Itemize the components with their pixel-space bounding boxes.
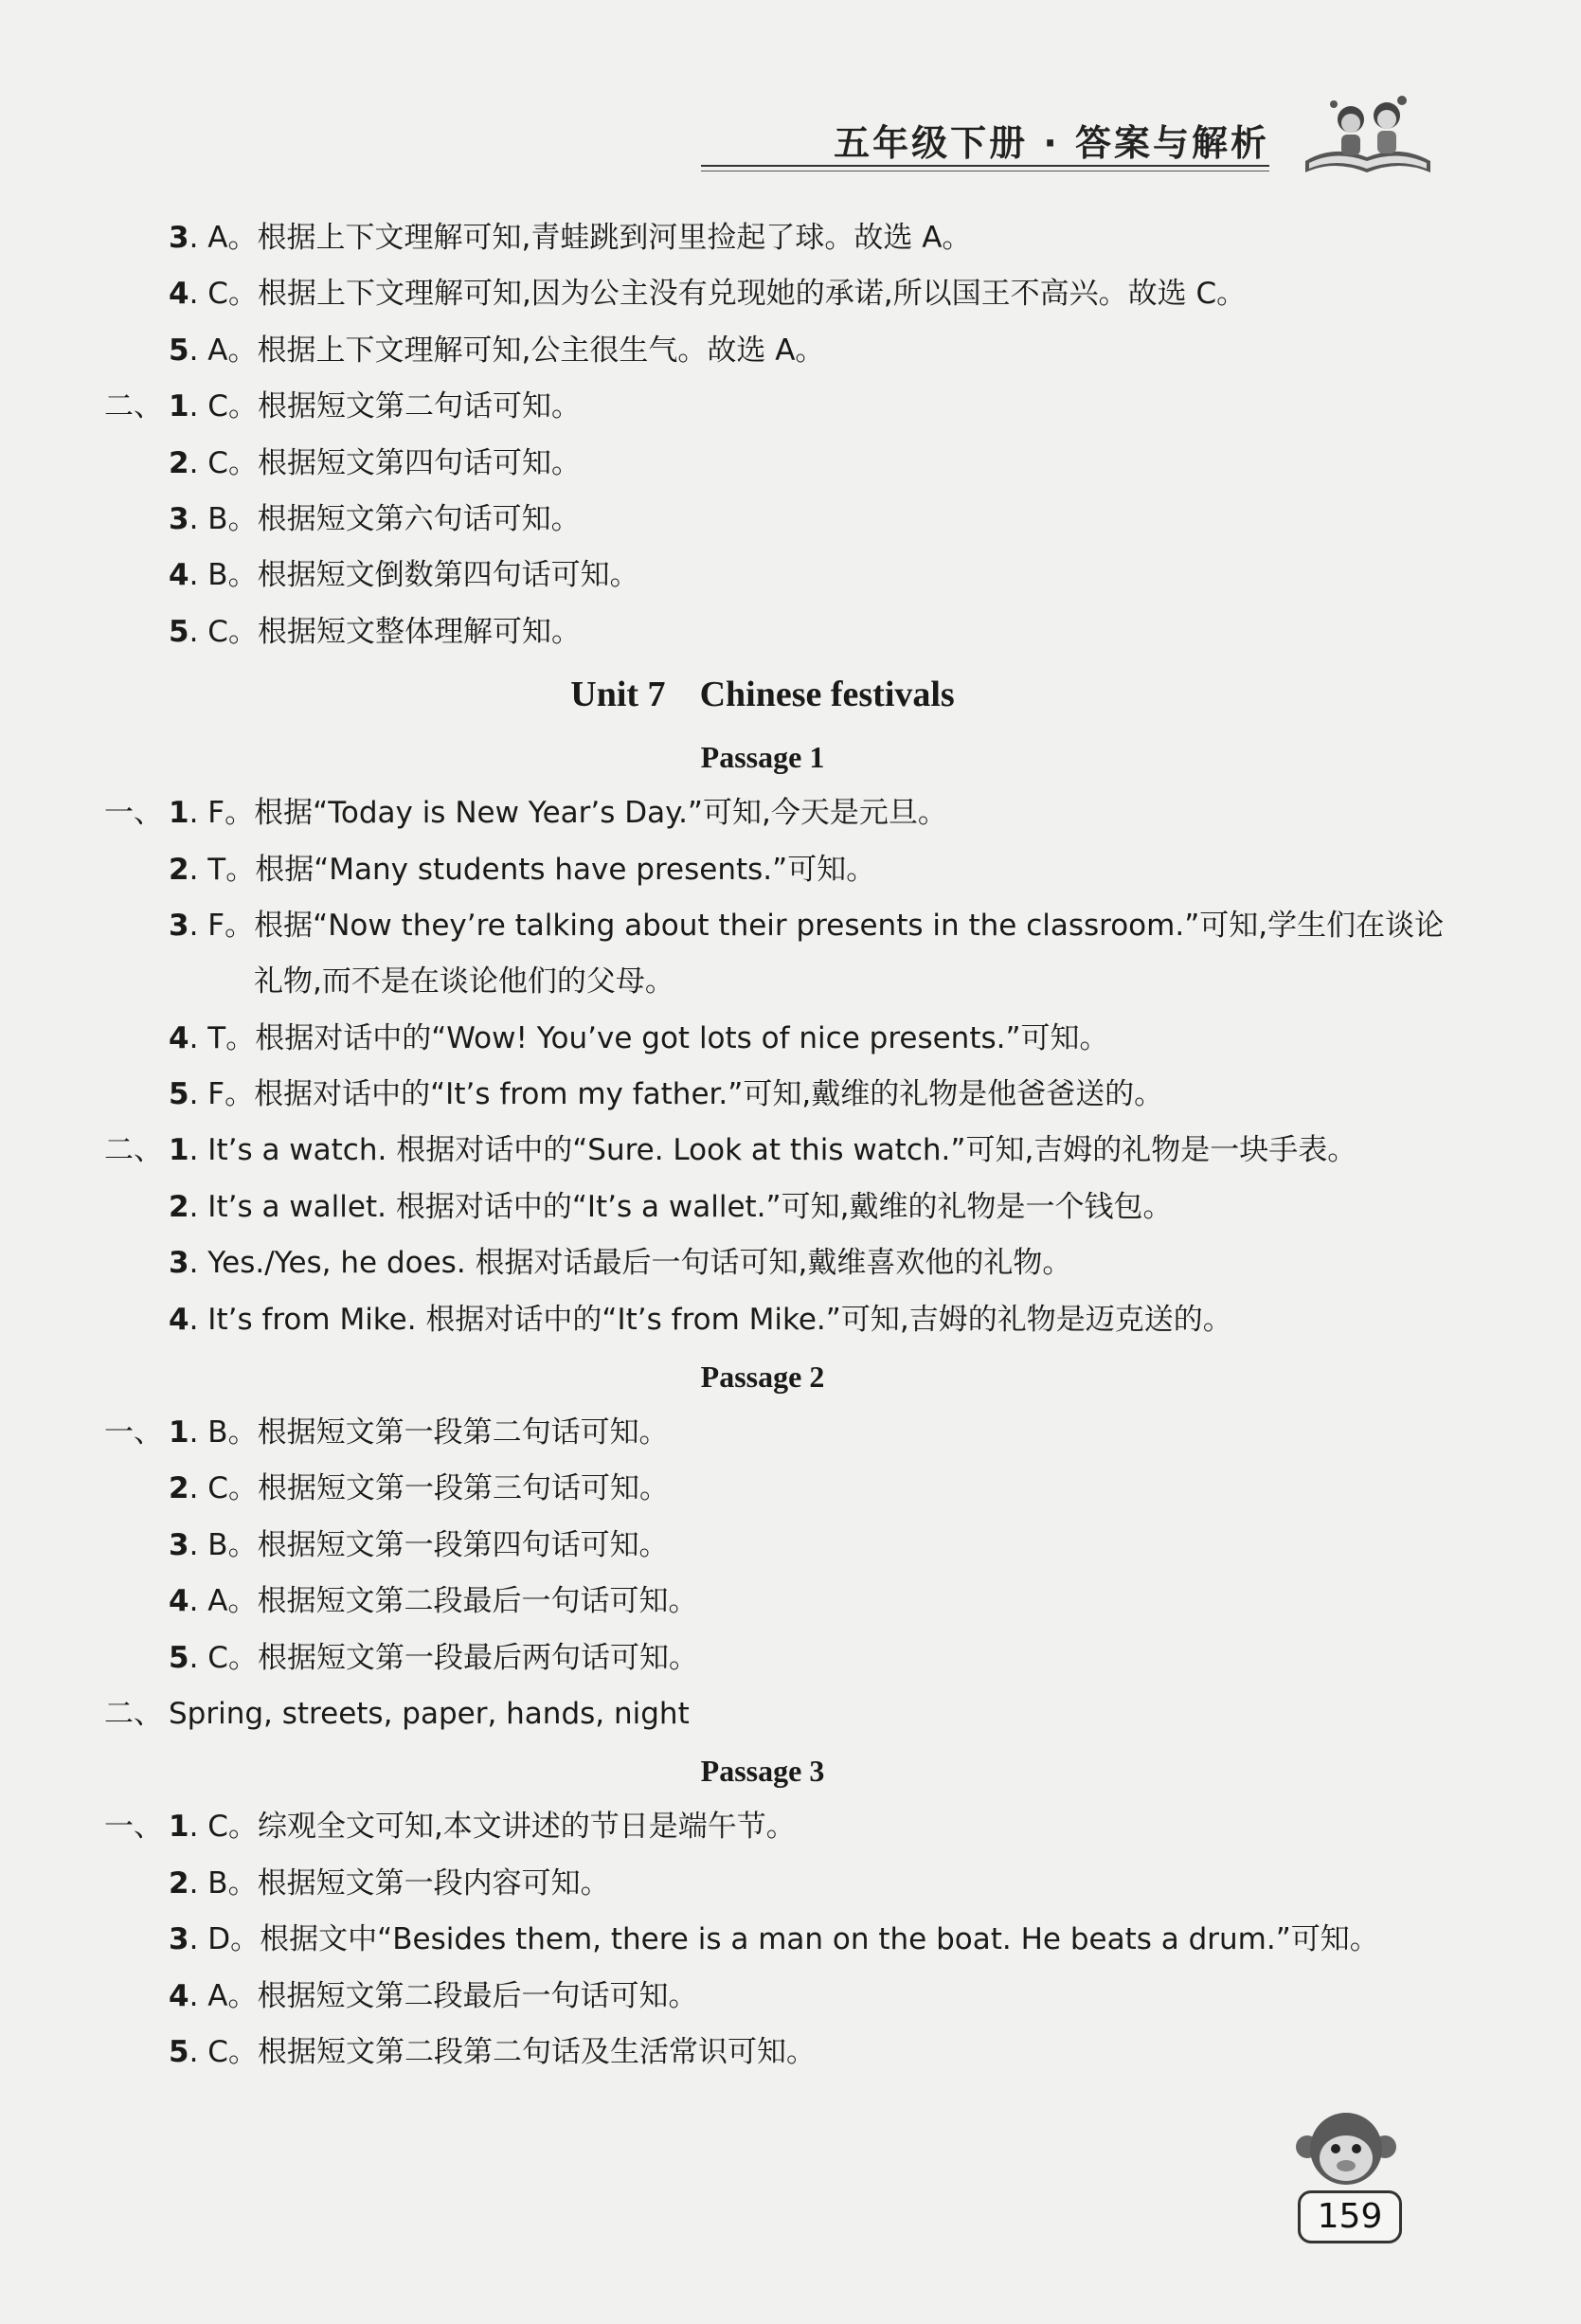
answer-line: 3. A。根据上下文理解可知,青蛙跳到河里捡起了球。故选 A。 xyxy=(169,221,972,255)
answer-text: It’s a watch. 根据对话中的“Sure. Look at this watch.”可知,吉姆的礼物是一块手表。 xyxy=(207,1133,1357,1168)
answer-text: 礼物,而不是在谈论他们的父母。 xyxy=(254,964,674,1000)
answer-text: A。根据上下文理解可知,青蛙跳到河里捡起了球。故选 A。 xyxy=(207,221,972,255)
answer-text: B。根据短文第一段第四句话可知。 xyxy=(207,1527,669,1562)
item-number: 5 xyxy=(169,333,189,368)
answer-line: 4. A。根据短文第二段最后一句话可知。 xyxy=(169,1978,698,2013)
answer-text: C。根据短文第一段最后两句话可知。 xyxy=(207,1640,698,1675)
answer-text: C。根据短文整体理解可知。 xyxy=(207,614,581,649)
answer-text: F。根据对话中的“It’s from my father.”可知,戴维的礼物是他爸爸送的。 xyxy=(207,1077,1164,1112)
item-number: 3 xyxy=(169,1922,189,1957)
section-marker: 一、 xyxy=(104,796,163,831)
answer-text: C。根据短文第二段第二句话及生活常识可知。 xyxy=(207,2034,816,2069)
item-number: 2 xyxy=(169,1471,189,1506)
item-number: 3 xyxy=(169,1527,189,1562)
answer-line: 3. B。根据短文第六句话可知。 xyxy=(169,501,581,536)
answer-text: Yes./Yes, he does. 根据对话最后一句话可知,戴维喜欢他的礼物。 xyxy=(207,1246,1072,1281)
passage-title: Passage 1 xyxy=(700,740,825,775)
section-marker: 二、 xyxy=(104,389,163,424)
answer-text: A。根据短文第二段最后一句话可知。 xyxy=(207,1978,698,2013)
item-number: 4 xyxy=(169,1020,189,1055)
answer-text: B。根据短文倒数第四句话可知。 xyxy=(207,558,639,593)
answer-line: 二、 1. It’s a watch. 根据对话中的“Sure. Look at this watch.”可知,吉姆的礼物是一块手表。 xyxy=(104,1123,1449,1179)
item-number: 1 xyxy=(169,1810,189,1845)
answer-text: It’s from Mike. 根据对话中的“It’s from Mike.”可知,吉姆的礼物是迈克送的。 xyxy=(207,1302,1232,1337)
answer-text: A。根据上下文理解可知,公主很生气。故选 A。 xyxy=(207,333,825,368)
header-title: 五年级下册 · 答案与解析 xyxy=(834,122,1269,164)
item-number: 4 xyxy=(169,1302,189,1337)
answer-line: 一、 1. F。根据“Today is New Year’s Day.”可知,今天是元旦。 xyxy=(104,785,1449,841)
answer-text: B。根据短文第一段内容可知。 xyxy=(207,1865,610,1901)
item-number: 1 xyxy=(169,389,189,424)
section-marker: 二、 xyxy=(104,1696,163,1731)
answer-line: 二、 1. C。根据短文第二句话可知。 xyxy=(104,379,1449,435)
item-number: 5 xyxy=(169,614,189,649)
answer-line: 5. C。根据短文第一段最后两句话可知。 xyxy=(169,1640,698,1675)
item-number: 4 xyxy=(169,277,189,312)
answer-text: A。根据短文第二段最后一句话可知。 xyxy=(207,1584,698,1619)
item-number: 5 xyxy=(169,2034,189,2069)
answer-line: 2. It’s a wallet. 根据对话中的“It’s a wallet.”可知,戴维的礼物是一个钱包。 xyxy=(169,1189,1173,1224)
header-rule xyxy=(701,165,1269,167)
passage-title: Passage 3 xyxy=(700,1754,825,1789)
item-number: 2 xyxy=(169,852,189,887)
page-number: 159 xyxy=(1298,2190,1402,2243)
answer-line: 3. D。根据文中“Besides them, there is a man on the boat. He beats a drum.”可知。 xyxy=(169,1922,1379,1957)
item-number: 3 xyxy=(169,221,189,255)
answer-text: T。根据对话中的“Wow! You’ve got lots of nice presents.”可知。 xyxy=(207,1020,1109,1055)
item-number: 4 xyxy=(169,558,189,593)
answer-text: B。根据短文第六句话可知。 xyxy=(207,501,581,536)
answer-line: 2. C。根据短文第四句话可知。 xyxy=(169,445,581,480)
item-number: 5 xyxy=(169,1077,189,1112)
item-number: 1 xyxy=(169,1415,189,1450)
answer-line: 5. C。根据短文整体理解可知。 xyxy=(169,614,581,649)
answer-text: T。根据“Many students have presents.”可知。 xyxy=(207,852,876,887)
item-number: 1 xyxy=(169,1133,189,1168)
unit-name: Chinese festivals xyxy=(699,675,955,715)
answer-line: 3. B。根据短文第一段第四句话可知。 xyxy=(169,1527,669,1562)
answer-text: C。根据短文第二句话可知。 xyxy=(207,389,581,424)
answer-text: C。根据短文第一段第三句话可知。 xyxy=(207,1471,669,1506)
answer-line: 4. B。根据短文倒数第四句话可知。 xyxy=(169,558,639,593)
unit-title xyxy=(104,660,1449,729)
answer-content xyxy=(104,210,1449,2081)
section-marker: 二、 xyxy=(104,1133,163,1168)
answer-line xyxy=(104,1686,1449,1742)
item-number: 4 xyxy=(169,1584,189,1619)
answer-line: 5. F。根据对话中的“It’s from my father.”可知,戴维的礼物是他爸爸送的。 xyxy=(169,1077,1164,1112)
answer-text: B。根据短文第一段第二句话可知。 xyxy=(207,1415,669,1450)
reading-kids-icon xyxy=(1296,87,1438,182)
answer-line: 4. It’s from Mike. 根据对话中的“It’s from Mike.”可知,吉姆的礼物是迈克送的。 xyxy=(169,1302,1232,1337)
page-header xyxy=(701,114,1269,171)
answer-line: 5. A。根据上下文理解可知,公主很生气。故选 A。 xyxy=(169,333,825,368)
item-number: 2 xyxy=(169,1189,189,1224)
answer-line: 4. C。根据上下文理解可知,因为公主没有兑现她的承诺,所以国王不高兴。故选 C。 xyxy=(169,277,1247,312)
monkey-mascot-icon xyxy=(1294,2105,1398,2200)
answer-text: C。根据上下文理解可知,因为公主没有兑现她的承诺,所以国王不高兴。故选 C。 xyxy=(207,277,1247,312)
answer-text: D。根据文中“Besides them, there is a man on the boat. He beats a drum.”可知。 xyxy=(207,1922,1379,1957)
answer-line: 一、 1. B。根据短文第一段第二句话可知。 xyxy=(104,1405,1449,1461)
section-marker: 一、 xyxy=(104,1415,163,1450)
unit-number: Unit 7 xyxy=(570,675,666,715)
answer-text: F。根据“Now they’re talking about their presents in the classroom.”可知,学生们在谈论 xyxy=(207,908,1445,943)
answer-text: It’s a wallet. 根据对话中的“It’s a wallet.”可知,戴维的礼物是一个钱包。 xyxy=(207,1189,1173,1224)
answer-text: C。综观全文可知,本文讲述的节日是端午节。 xyxy=(207,1810,796,1845)
item-number: 3 xyxy=(169,1246,189,1281)
item-number: 5 xyxy=(169,1640,189,1675)
answer-text: Spring, streets, paper, hands, night xyxy=(169,1696,690,1731)
answer-line: 5. C。根据短文第二段第二句话及生活常识可知。 xyxy=(169,2034,816,2069)
answer-line: 4. A。根据短文第二段最后一句话可知。 xyxy=(169,1584,698,1619)
answer-text: C。根据短文第四句话可知。 xyxy=(207,445,581,480)
item-number: 3 xyxy=(169,501,189,536)
answer-line: 一、 1. C。综观全文可知,本文讲述的节日是端午节。 xyxy=(104,1799,1449,1855)
section-marker: 一、 xyxy=(104,1810,163,1845)
passage-title: Passage 2 xyxy=(700,1360,825,1395)
answer-line-continued xyxy=(104,954,1449,1010)
answer-line: 4. T。根据对话中的“Wow! You’ve got lots of nice presents.”可知。 xyxy=(169,1020,1109,1055)
item-number: 4 xyxy=(169,1978,189,2013)
answer-line: 2. C。根据短文第一段第三句话可知。 xyxy=(169,1471,669,1506)
answer-text: F。根据“Today is New Year’s Day.”可知,今天是元旦。 xyxy=(207,796,947,831)
answer-line: 2. B。根据短文第一段内容可知。 xyxy=(169,1865,610,1901)
item-number: 3 xyxy=(169,908,189,943)
answer-line: 3. F。根据“Now they’re talking about their presents in the classroom.”可知,学生们在谈论 xyxy=(169,908,1445,943)
answer-line: 2. T。根据“Many students have presents.”可知。 xyxy=(169,852,876,887)
item-number: 1 xyxy=(169,796,189,831)
answer-line: 3. Yes./Yes, he does. 根据对话最后一句话可知,戴维喜欢他的礼物。 xyxy=(169,1246,1072,1281)
item-number: 2 xyxy=(169,445,189,480)
item-number: 2 xyxy=(169,1865,189,1901)
